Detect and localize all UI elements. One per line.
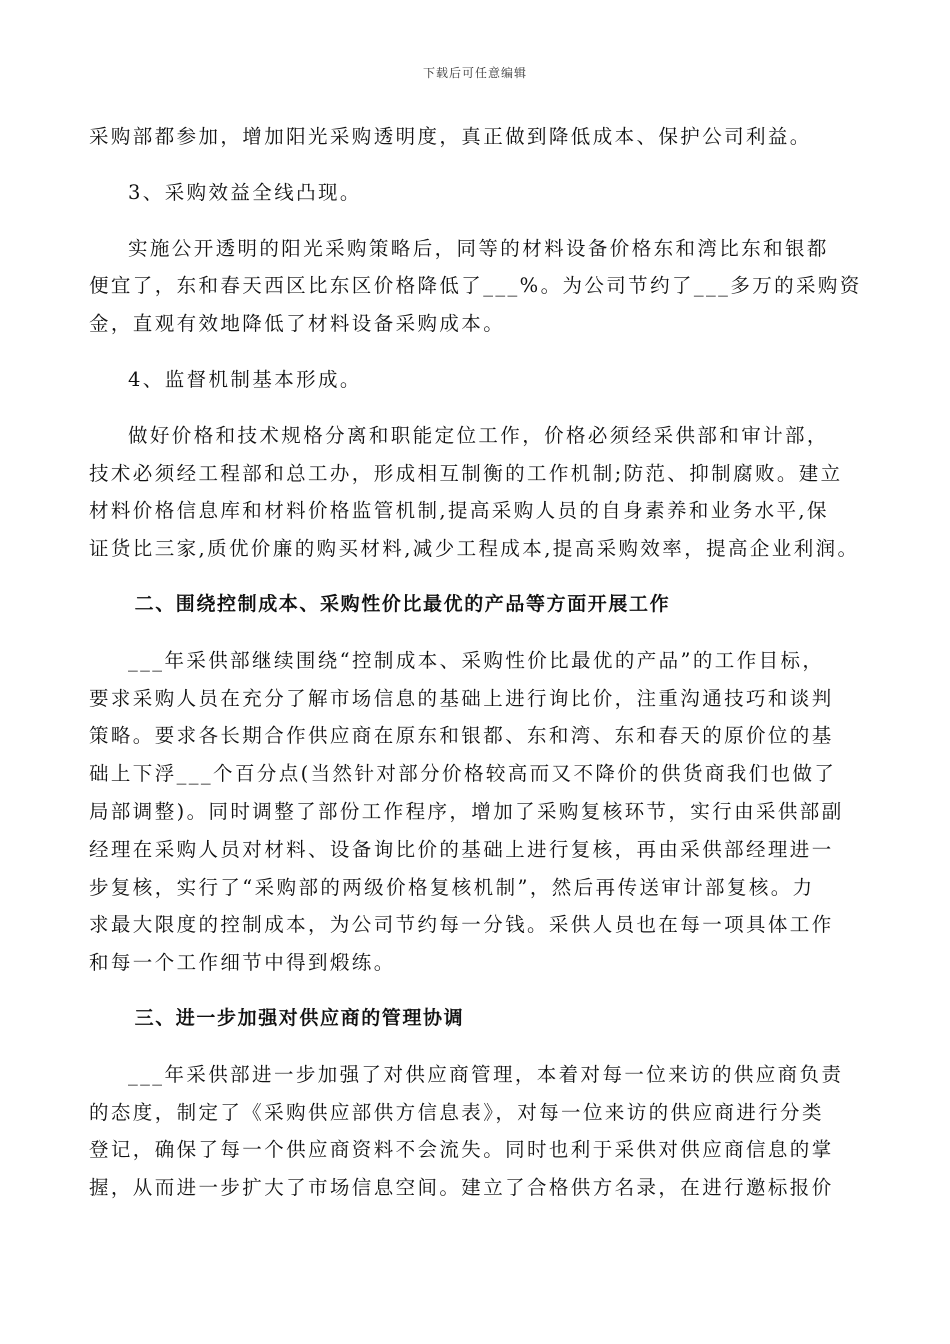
paragraph-line: 金，直观有效地降低了材料设备采购成本。	[89, 312, 506, 336]
paragraph-sunshine-procurement	[89, 230, 874, 343]
paragraph-line: 步复核，实行了“采购部的两级价格复核机制”，然后再传送审计部复核。力	[89, 875, 815, 899]
paragraph-line: 局部调整)。同时调整了部份工作程序，增加了采购复核环节，实行由采供部副	[89, 799, 844, 823]
paragraph-line: 策略。要求各长期合作供应商在原东和银都、东和湾、东和春天的原价位的基	[89, 724, 834, 748]
paragraph-line: 础上下浮___个百分点(当然针对部分价格较高而又不降价的供货商我们也做了	[89, 762, 837, 786]
paragraph-line: 和每一个工作细节中得到煅练。	[89, 951, 396, 975]
paragraph-line: ___年采供部继续围绕“控制成本、采购性价比最优的产品”的工作目标，	[128, 648, 825, 672]
paragraph-line: 技术必须经工程部和总工办，形成相互制衡的工作机制;防范、抑制腐败。建立	[89, 461, 843, 485]
section-heading-3: 三、进一步加强对供应商的管理协调	[134, 1006, 465, 1029]
paragraph-line: 材料价格信息库和材料价格监管机制,提高采购人员的自身素养和业务水平,保	[89, 499, 829, 523]
paragraph-line: 便宜了，东和春天西区比东区价格降低了___%。为公司节约了___多万的采购资	[89, 274, 862, 298]
paragraph-line: 做好价格和技术规格分离和职能定位工作，价格必须经采供部和审计部，	[128, 423, 829, 447]
paragraph-line: 的态度，制定了《采购供应部供方信息表》，对每一位来访的供应商进行分类	[89, 1100, 824, 1124]
subheading-line: 4、监督机制基本形成。	[128, 367, 362, 391]
subheading-4	[89, 361, 874, 399]
paragraph-line: 要求采购人员在充分了解市场信息的基础上进行询比价，注重沟通技巧和谈判	[89, 686, 834, 710]
paragraph-line: 经理在采购人员对材料、设备询比价的基础上进行复核，再由采供部经理进一	[89, 837, 834, 861]
paragraph-line: 登记，确保了每一个供应商资料不会流失。同时也利于采供对供应商信息的掌	[89, 1138, 834, 1162]
paragraph-cost-control	[89, 642, 874, 982]
section-heading-2: 二、围绕控制成本、采购性价比最优的产品等方面开展工作	[134, 592, 671, 615]
paragraph-supervision	[89, 417, 874, 568]
document-body	[89, 118, 874, 1207]
subheading-line: 3、采购效益全线凸现。	[128, 180, 362, 204]
paragraph-line: 实施公开透明的阳光采购策略后，同等的材料设备价格东和湾比东和银都	[128, 236, 829, 260]
paragraph-line: 证货比三家,质优价廉的购买材料,减少工程成本,提高采购效率，提高企业利润。	[89, 537, 860, 561]
paragraph-continuation	[89, 118, 874, 156]
paragraph-line: 求最大限度的控制成本，为公司节约每一分钱。采供人员也在每一项具体工作	[89, 913, 834, 937]
paragraph-line: ___年采供部进一步加强了对供应商管理，本着对每一位来访的供应商负责	[128, 1062, 844, 1086]
page-header: 下载后可任意编辑	[422, 66, 527, 80]
paragraph-supplier-management	[89, 1056, 874, 1207]
subheading-3	[89, 174, 874, 212]
paragraph-line: 采购部都参加，增加阳光采购透明度，真正做到降低成本、保护公司利益。	[89, 125, 812, 148]
paragraph-line: 握，从而进一步扩大了市场信息空间。建立了合格供方名录，在进行邀标报价	[89, 1176, 834, 1200]
